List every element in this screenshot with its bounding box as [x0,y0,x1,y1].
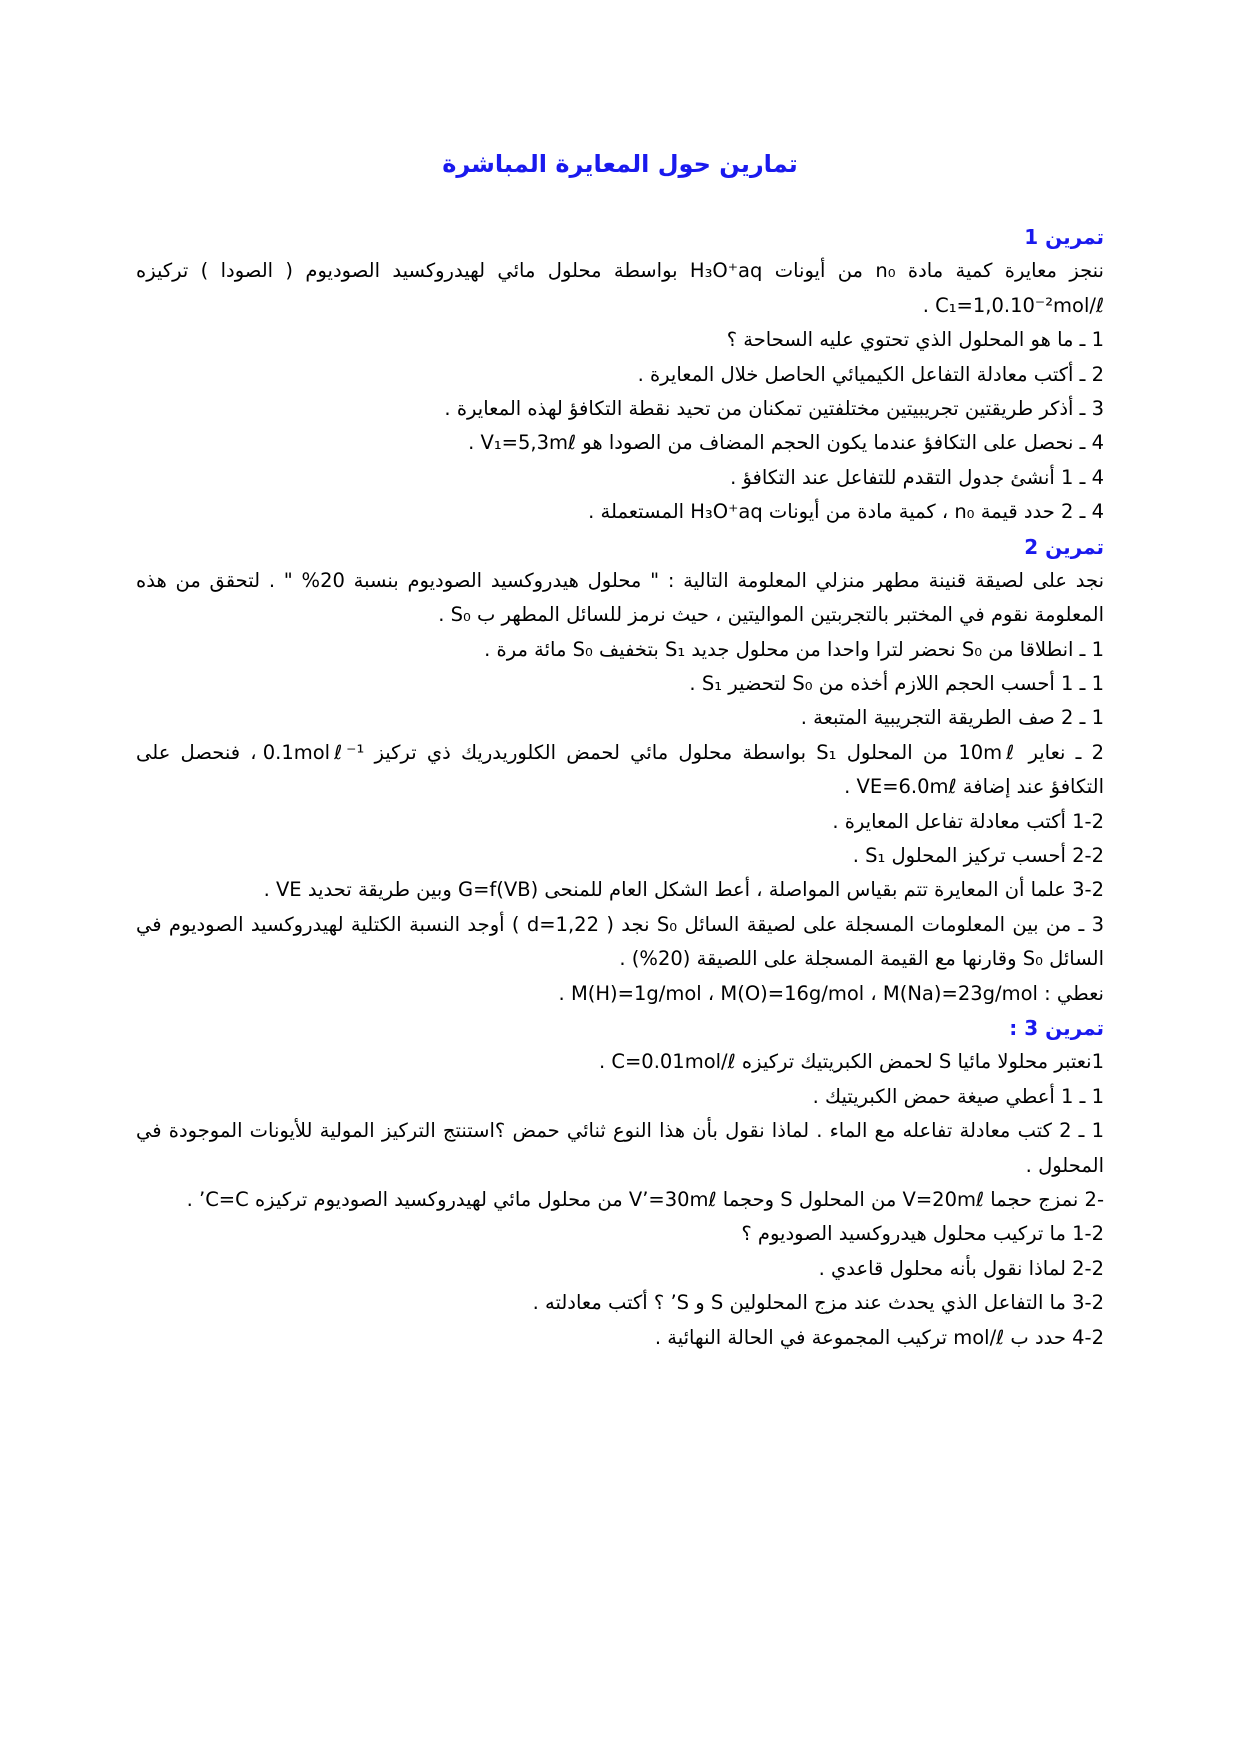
exercise-2-question-3-line-1: 3 ـ من بين المعلومات المسجلة على لصيقة السائل S₀ نجد ( d=1,22 ) أوجد النسبة الكتلية لهيدروكسيد الصوديوم في [136,912,1104,936]
exercise-1-question-3: 3 ـ أذكر طريقتين تجريبيتين مختلفتين تمكنان من تحيد نقطة التكافؤ لهذه المعايرة . [444,396,1104,420]
exercise-1-question-2: 2 ـ أكتب معادلة التفاعل الكيميائي الحاصل خلال المعايرة . [637,362,1104,386]
exercise-3-question-2: -2 نمزج حجما V=20mℓ من المحلول S وحجما V’=30mℓ من محلول مائي لهيدروكسيد الصوديوم تركيزه C=C’ . [186,1187,1104,1211]
exercise-1-question-4-1: 4 ـ 1 أنشئ جدول التقدم للتفاعل عند التكافؤ . [730,465,1104,489]
exercise-1-question-4-2: 4 ـ 2 حدد قيمة n₀ ، كمية مادة من أيونات H₃O⁺aq المستعملة . [588,500,1104,524]
exercise-3-intro: 1نعتبر محلولا مائيا S لحمض الكبريتيك تركيزه C=0.01mol/ℓ . [598,1050,1104,1074]
exercise-2-question-1-2: 1 ـ 2 صف الطريقة التجريبية المتبعة . [800,706,1104,730]
exercise-2-question-1-1: 1 ـ 1 أحسب الحجم اللازم أخذه من S₀ لتحضير S₁ . [689,672,1104,696]
exercise-1-question-1: 1 ـ ما هو المحلول الذي تحتوي عليه السحاحة ؟ [726,328,1104,352]
exercise-3-question-2-2: 2-2 لماذا نقول بأنه محلول قاعدي . [818,1256,1104,1280]
exercise-3-question-2-1: 1-2 ما تركيب محلول هيدروكسيد الصوديوم ؟ [741,1222,1104,1246]
exercise-2-question-2-line-1: 2 ـ نعاير 10mℓ من المحلول S₁ بواسطة محلول مائي لحمض الكلوريدريك ذي تركيز 0.1molℓ⁻¹ ، فنحصل على [136,740,1104,764]
exercise-2-intro-line-2: المعلومة نقوم في المختبر بالتجربتين المواليتين ، حيث نرمز للسائل المطهر ب S₀ . [438,603,1104,627]
exercise-2-intro-line-1: نجد على لصيقة قنينة مطهر منزلي المعلومة التالية : " محلول هيدروكسيد الصوديوم بنسبة 20% " . لتحقق من هذه [136,568,1104,592]
exercise-2-question-2-1: 1-2 أكتب معادلة تفاعل المعايرة . [832,809,1104,833]
exercise-2-question-1: 1 ـ انطلاقا من S₀ نحضر لترا واحدا من محلول جديد S₁ بتخفيف S₀ مائة مرة . [484,637,1104,661]
exercise-3-question-1-2-line-2: المحلول . [1025,1153,1104,1177]
exercise-2-question-3-line-2: السائل S₀ وقارنها مع القيمة المسجلة على اللصيقة (20%) . [619,947,1104,971]
exercise-1-intro-line-2: C₁=1,0.10⁻²mol/ℓ . [922,293,1104,317]
exercise-3-heading: تمرين 3 : [1009,1015,1104,1040]
exercises [136,220,1104,1355]
exercise-2-heading: تمرين 2 [1024,534,1104,559]
exercise-1-intro-line-1: ننجز معايرة كمية مادة n₀ من أيونات H₃O⁺aq بواسطة محلول مائي لهيدروكسيد الصوديوم ( الصودا ) تركيزه [136,259,1104,283]
exercise-3-question-1-1: 1 ـ 1 أعطي صيغة حمض الكبريتيك . [812,1084,1104,1108]
exercise-3-question-2-4: 4-2 حدد ب mol/ℓ تركيب المجموعة في الحالة النهائية . [654,1325,1104,1349]
exercise-2-given-data: نعطي : M(H)=1g/mol ، M(O)=16g/mol ، M(Na)=23g/mol . [558,981,1104,1005]
exercise-3-question-2-3: 3-2 ما التفاعل الذي يحدث عند مزج المحلولين S و S’ ؟ أكتب معادلته . [532,1291,1104,1315]
page-title: تمارين حول المعايرة المباشرة [442,150,798,178]
exercise-2-question-2-line-2: التكافؤ عند إضافة VE=6.0mℓ . [844,775,1104,799]
exercise-1-question-4: 4 ـ نحصل على التكافؤ عندما يكون الحجم المضاف من الصودا هو V₁=5,3mℓ . [468,431,1104,455]
exercise-3-question-1-2-line-1: 1 ـ 2 كتب معادلة تفاعله مع الماء . لماذا نقول بأن هذا النوع ثنائي حمض ؟استنتج التركيز المولية للأيونات الموجودة في [136,1119,1104,1143]
exercise-2-question-2-3: 3-2 علما أن المعايرة تتم بقياس المواصلة ، أعط الشكل العام للمنحى G=f(VB) وبين طريقة تحديد VE . [263,878,1104,902]
exercise-1-heading: تمرين 1 [1024,225,1104,249]
exercise-2-question-2-2: 2-2 أحسب تركيز المحلول S₁ . [852,844,1104,868]
